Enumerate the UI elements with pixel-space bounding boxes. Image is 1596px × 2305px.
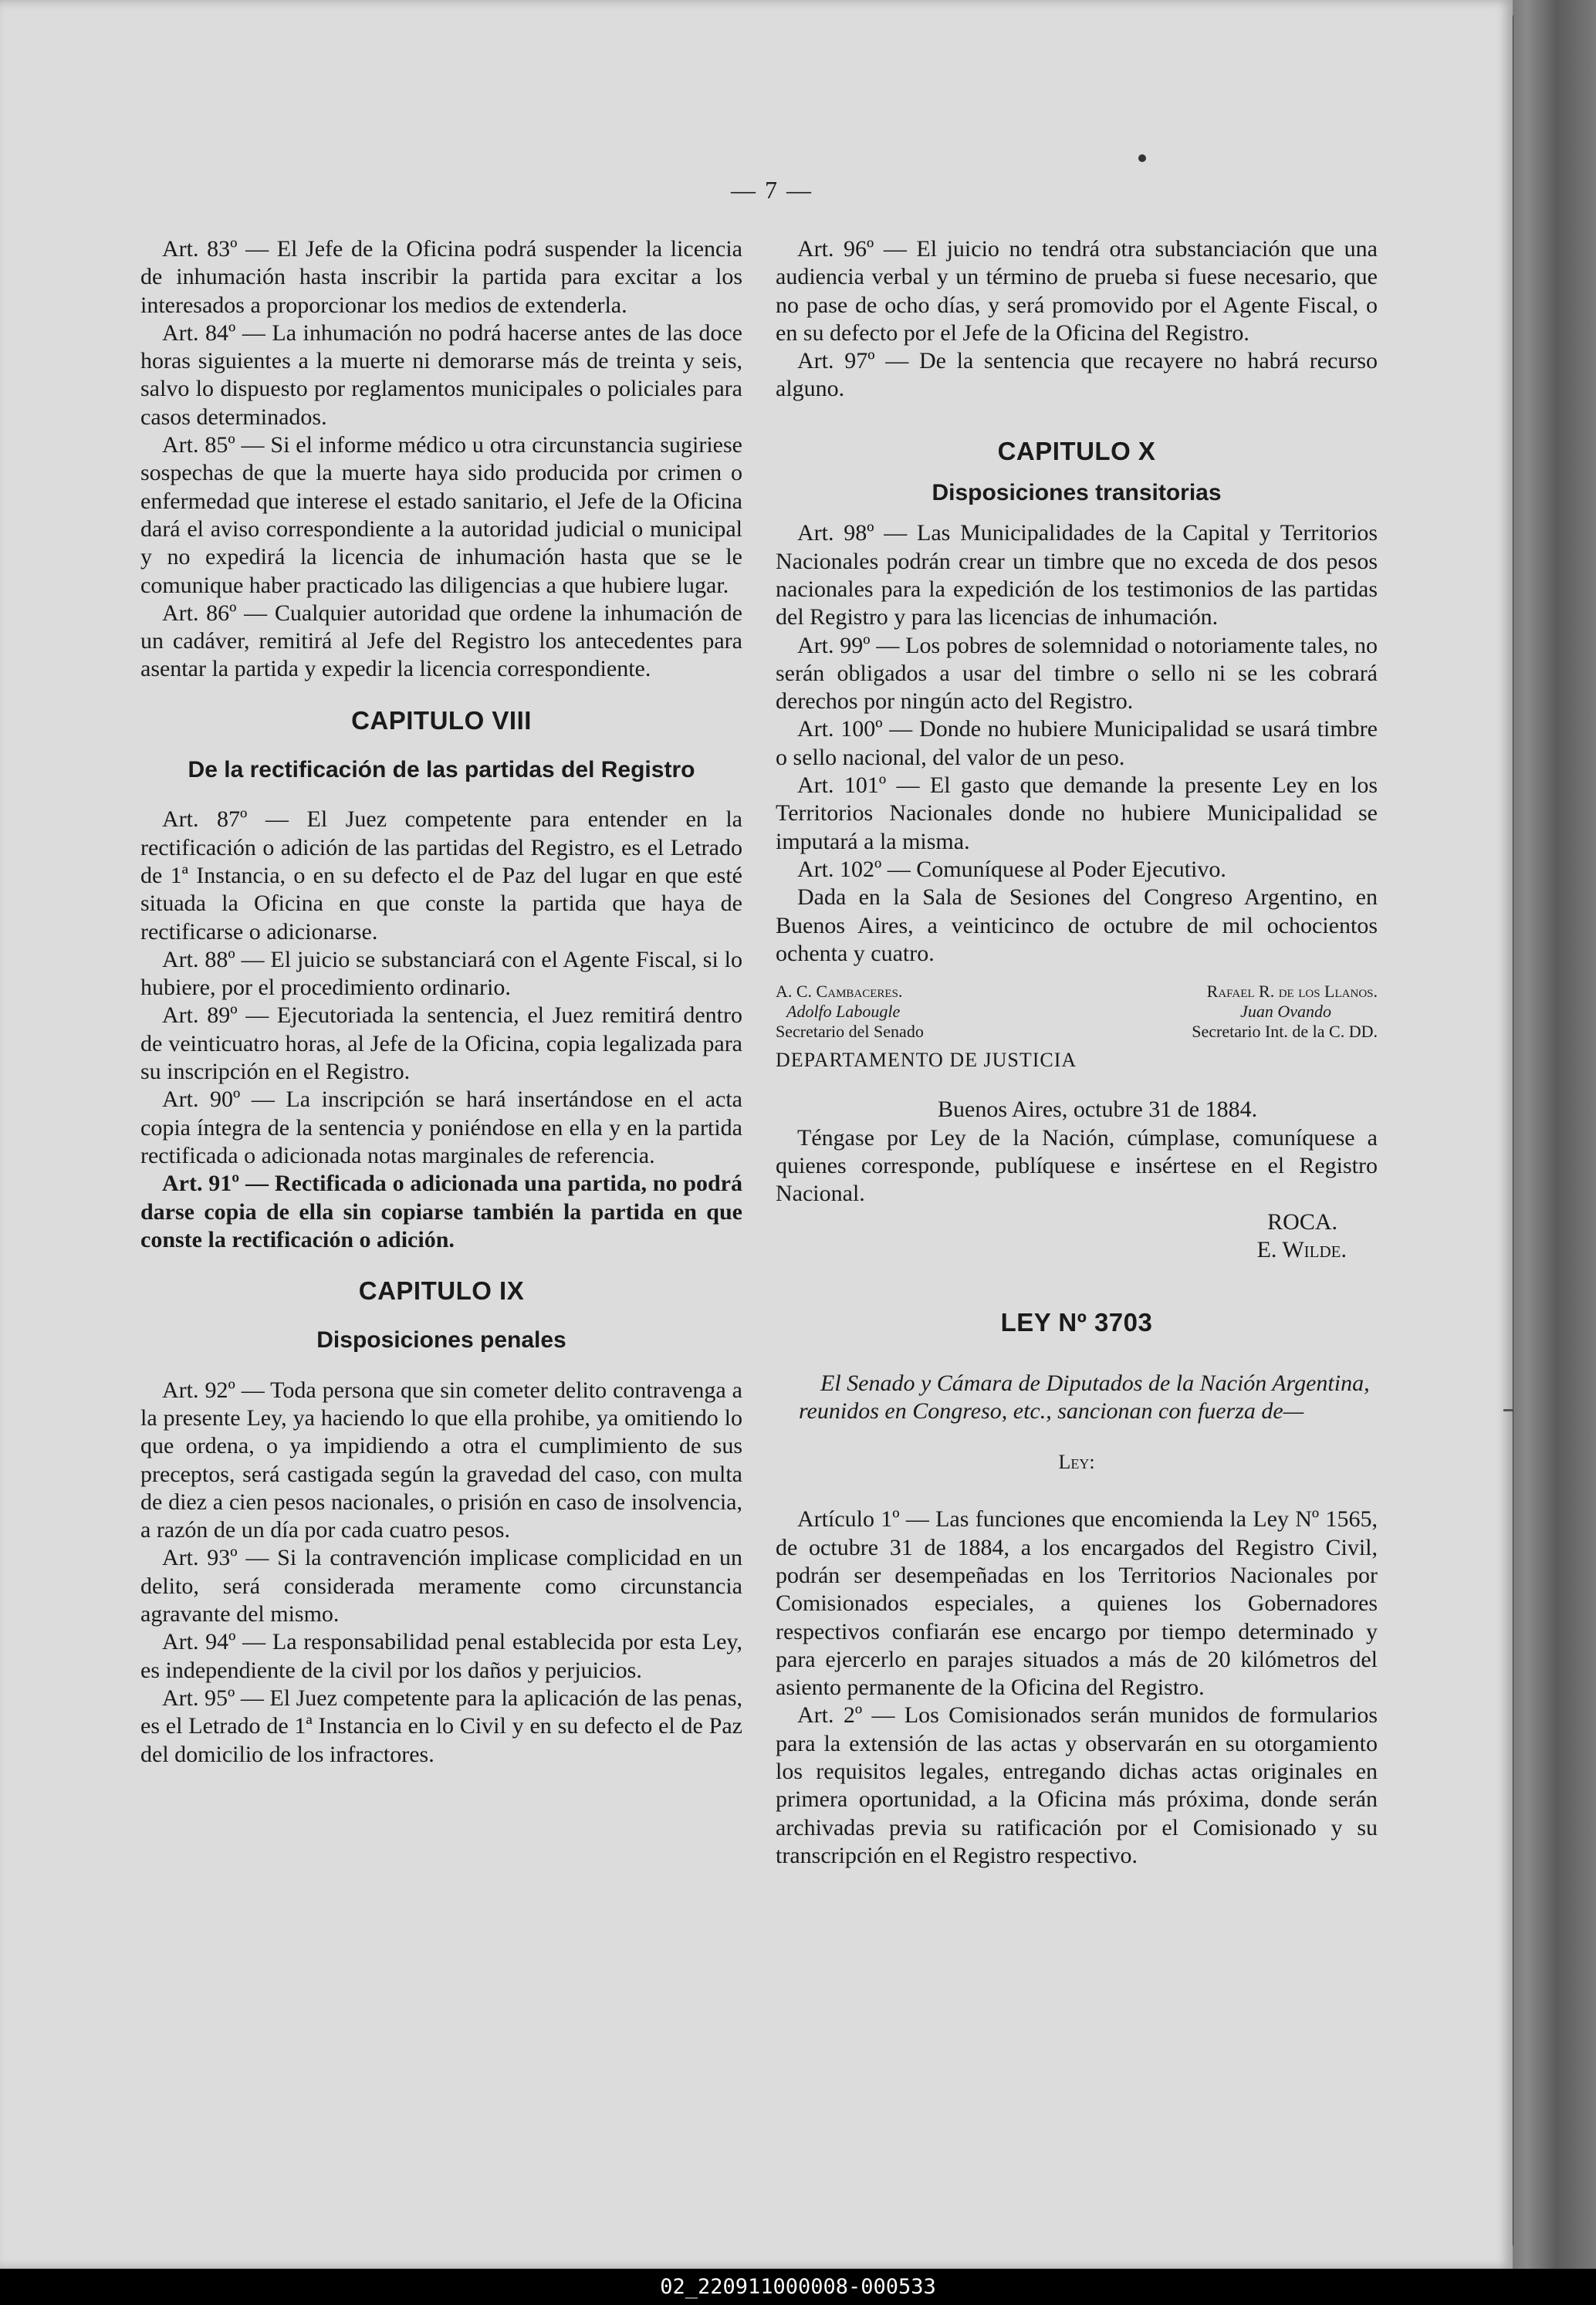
law-label: Ley: xyxy=(1058,1451,1095,1474)
signature-wilde: E. Wilde. xyxy=(1256,1236,1347,1262)
law-title: LEY Nº 3703 xyxy=(1000,1308,1153,1337)
article-101: Art. 101º — El gasto que demande la presente Ley en los Territorios Nacionales donde no hubiere Municipalidad se imputará a la misma. xyxy=(776,772,1378,854)
left-column xyxy=(140,235,742,1769)
article-87: Art. 87º — El Juez competente para entender en la rectificación o adición de las partidas del Registro, es el Letrado de 1ª Instancia, o en su defecto el de Paz del lugar en que esté situada la Oficina en que conste la partida que haya de rectificarse o adicionarse. xyxy=(140,806,742,945)
law-preamble: El Senado y Cámara de Diputados de la Nación Argentina, reunidos en Congreso, etc., sancionan con fuerza de— xyxy=(799,1370,1370,1424)
law-article-1: Artículo 1º — Las funciones que encomienda la Ley Nº 1565, de octubre 31 de 1884, a los encargados del Registro Civil, podrán ser desempeñadas en los Territorios Nacionales por Comisionados especiales, a quienes los Gobernadores respectivos confiarán ese encargo por tiempo determinado y para ejercerlo en parajes situados a más de 20 kilómetros del asiento permanente de la Oficina del Registro. xyxy=(776,1506,1378,1701)
article-89: Art. 89º — Ejecutoriada la sentencia, el Juez remitirá dentro de veinticuatro horas, al Jefe de la Oficina, copia legalizada para su inscripción en el Registro. xyxy=(140,1002,742,1085)
margin-mark xyxy=(1503,1409,1513,1411)
article-100: Art. 100º — Donde no hubiere Municipalidad se usará timbre o sello nacional, del valor de un peso. xyxy=(776,716,1378,770)
article-99: Art. 99º — Los pobres de solemnidad o notoriamente tales, no serán obligados a usar del timbre o sello ni se les cobrará derechos por ningún acto del Registro. xyxy=(776,632,1378,715)
secretary-left-name: Adolfo Labougle xyxy=(786,1002,901,1022)
secretary-left-role: Secretario del Senado xyxy=(776,1022,924,1042)
article-93: Art. 93º — Si la contravención implicase complicidad en un delito, será considerada meramente como circunstancia agravante del mismo. xyxy=(140,1545,742,1627)
article-84: Art. 84º — La inhumación no podrá hacerse antes de las doce horas siguientes a la muerte ni demorarse más de treinta y seis, salvo lo dispuesto por reglamentos municipales o policiales para casos determinados. xyxy=(140,319,742,430)
article-86: Art. 86º — Cualquier autoridad que ordene la inhumación de un cadáver, remitirá al Jefe del Registro los antecedentes para asentar la partida y expedir la licencia correspondiente. xyxy=(140,600,742,682)
article-98: Art. 98º — Las Municipalidades de la Capital y Territorios Nacionales podrán crear un timbre que no exceda de dos pesos nacionales para la expedición de los testimonios de las partidas del Registro y para las licencias de inhumación. xyxy=(776,520,1378,630)
signatory-right-name: Rafael R. de los Llanos. xyxy=(1206,982,1378,1002)
enactment-text: Dada en la Sala de Sesiones del Congreso Argentino, en Buenos Aires, a veinticinco de octubre de mil ochocientos ochenta y cuatro. xyxy=(776,884,1378,966)
article-97: Art. 97º — De la sentencia que recayere no habrá recurso alguno. xyxy=(776,348,1378,402)
article-85: Art. 85º — Si el informe médico u otra circunstancia sugiriese sospechas de que la muerte haya sido producida por crimen o enfermedad que interese el estado sanitario, el Jefe de la Oficina dará el aviso correspondiente a la autoridad judicial o municipal y no expedirá la licencia de inhumación hasta que se le comunique haber practicado las diligencias a que hubiere lugar. xyxy=(140,432,742,598)
right-column xyxy=(776,235,1378,1870)
page-number: — 7 — xyxy=(731,176,813,204)
article-102: Art. 102º — Comuníquese al Poder Ejecutivo. xyxy=(797,856,1226,882)
decree-date: Buenos Aires, octubre 31 de 1884. xyxy=(938,1097,1258,1123)
secretary-right-name: Juan Ovando xyxy=(1240,1002,1331,1022)
article-90: Art. 90º — La inscripción se hará insertándose en el acta copia íntegra de la sentencia y poniéndose en ella y en la partida rectificada o adicionada notas marginales de referencia. xyxy=(140,1087,742,1168)
scan-id-footer: 02_220911000008-000533 xyxy=(0,2269,1596,2305)
article-91: Art. 91º — Rectificada o adicionada una partida, no podrá darse copia de ella sin copiarse también la partida en que conste la rectificación o adición. xyxy=(140,1171,742,1252)
signatory-left-name: A. C. Cambaceres. xyxy=(776,982,903,1002)
chapter-8-subtitle: De la rectificación de las partidas del Registro xyxy=(188,757,695,783)
law-article-2: Art. 2º — Los Comisionados serán munidos de formularios para la extensión de las actas y observarán en su otorgamiento los requisitos legales, entregando dichas actas originales en primera oportunidad, a la Oficina más próxima, donde serán archivadas previa su ratificación por el Comisionado y su transcripción en el Registro respectivo. xyxy=(776,1702,1378,1868)
chapter-10-title: CAPITULO X xyxy=(997,436,1156,465)
chapter-9-title: CAPITULO IX xyxy=(358,1276,525,1306)
article-96: Art. 96º — El juicio no tendrá otra substanciación que una audiencia verbal y un término de prueba si fuese necesario, que no pase de ocho días, y será promovido por el Agente Fiscal, o en su defecto por el Jefe de la Oficina del Registro. xyxy=(776,236,1378,346)
chapter-10-subtitle: Disposiciones transitorias xyxy=(932,480,1222,506)
article-92: Art. 92º — Toda persona que sin cometer delito contravenga a la presente Ley, ya haciendo lo que ella prohibe, ya omitiendo lo que ordena, o ya impidiendo a otra el cumplimiento de sus preceptos, será castigada según la gravedad del caso, con multa de diez a cien pesos nacionales, o prisión en caso de insolvencia, a razón de un día por cada cuatro pesos. xyxy=(140,1377,742,1543)
department-heading: DEPARTAMENTO DE JUSTICIA xyxy=(776,1049,1077,1072)
secretary-right-role: Secretario Int. de la C. DD. xyxy=(1192,1022,1378,1042)
article-95: Art. 95º — El Juez competente para la aplicación de las penas, es el Letrado de 1ª Instancia en lo Civil y en su defecto el de Paz del domicilio de los infractores. xyxy=(140,1685,742,1767)
chapter-8-title: CAPITULO VIII xyxy=(351,705,532,735)
signatures-block xyxy=(776,982,1378,1042)
chapter-9-subtitle: Disposiciones penales xyxy=(316,1327,566,1354)
ink-mark xyxy=(1138,154,1146,162)
article-83: Art. 83º — El Jefe de la Oficina podrá suspender la licencia de inhumación hasta inscribir la partida para excitar a los interesados a proporcionar los medios de extenderla. xyxy=(140,236,742,318)
signature-roca: ROCA. xyxy=(1267,1208,1337,1235)
article-94: Art. 94º — La responsabilidad penal establecida por esta Ley, es independiente de la civil por los daños y perjuicios. xyxy=(140,1629,742,1683)
decree-text: Téngase por Ley de la Nación, cúmplase, comuníquese a quienes corresponde, publíquese e insértese en el Registro Nacional. xyxy=(776,1124,1378,1207)
article-88: Art. 88º — El juicio se substanciará con el Agente Fiscal, si lo hubiere, por el procedimiento ordinario. xyxy=(140,946,742,1001)
